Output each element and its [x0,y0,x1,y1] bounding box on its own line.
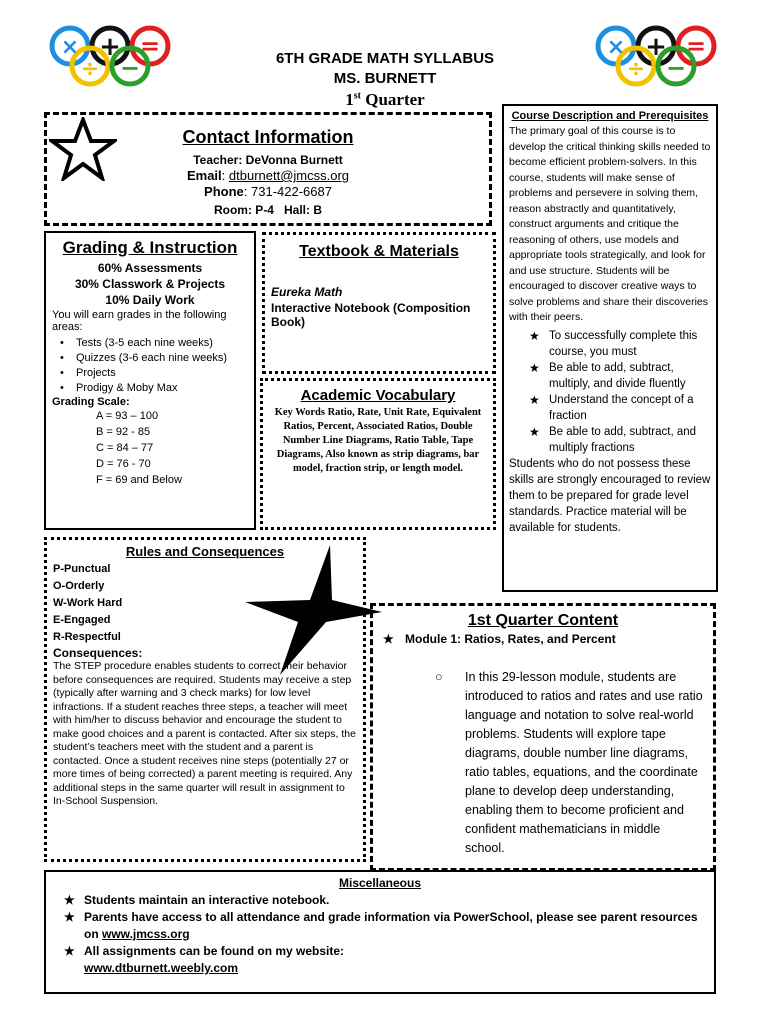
star-icon [240,540,390,680]
misc-item-text: All assignments can be found on my website: [84,944,345,958]
rule-item: O-Orderly [53,580,105,592]
grading-intro: You will earn grades in the following areas: [52,309,227,333]
course-description: The primary goal of this course is to develop the critical thinking skills needed to become efficient problem-solvers. In this course, students will make sense of problems and persevere in solving them, reason abstractly and quantitatively, construct arguments and critique the reasoning of others, use models and appropriate tools strategically, and look for and use structure. Students will be encouraged to discover creative ways to solve problems and share their discoveries with their peers. [509,125,711,323]
textbook-book: Eureka Math [271,285,343,299]
phone-line: Phone: 731-422-6687 [204,184,332,199]
math-rings-logo-right [594,22,720,92]
teacher-name: Teacher: DeVonna Burnett [193,153,343,167]
textbook-box [262,232,496,374]
misc-item-text: Parents have access to all attendance and grade information via PowerSchool, please see parent resources on [84,910,698,941]
teacher-heading: MS. BURNETT [333,70,437,87]
misc-title: Miscellaneous [338,876,422,890]
math-rings-logo-left [48,22,174,92]
vocab-title: Academic Vocabulary [300,387,456,404]
misc-item-text: Students maintain an interactive notebook. [84,893,330,907]
svg-text:+: + [99,32,121,62]
svg-text:=: = [139,32,161,60]
email-link[interactable]: dtburnett@jmcss.org [228,168,350,183]
quarter-content-box [370,603,716,871]
scale-b: B = 92 - 85 [96,426,151,438]
scale-a: A = 93 – 100 [96,410,159,422]
svg-text:+: + [645,32,667,62]
textbook-notebook: Interactive Notebook (Composition Book) [271,301,471,329]
module-title: Module 1: Ratios, Rates, and Percent [405,632,616,646]
scale-f: F = 69 and Below [96,474,182,486]
weight-assessments: 60% Assessments [97,261,203,275]
quarter-heading: 1st Quarter [345,90,425,109]
district-link[interactable]: www.jmcss.org [102,927,190,941]
course-box [502,104,718,592]
contact-title: Contact Information [182,127,354,147]
list-item [62,892,704,909]
email-label: Email [186,168,222,183]
course-title: Course Description and Prerequisites [511,110,709,122]
list-item [62,909,704,943]
svg-text:÷: ÷ [80,57,100,82]
website-link[interactable]: www.dtburnett.weebly.com [84,961,239,975]
list-item [62,943,704,977]
svg-text:−: − [119,54,141,82]
svg-text:×: × [60,35,80,60]
svg-text:×: × [606,35,626,60]
course-closing: Students who do not possess these skills are strongly encouraged to review them to be prepared for grade level standards. Practice material will be available for students. [509,457,711,534]
phone-value: 731-422-6687 [251,184,332,199]
module-line [383,632,703,646]
rule-item: R-Respectful [53,631,121,643]
list-item: • Prodigy & Moby Max [52,381,248,396]
grading-title: Grading & Instruction [62,238,238,257]
misc-box [44,870,716,994]
list-item: ★ Be able to add, subtract, and multiply fractions [527,424,711,456]
list-item: ★ Be able to add, subtract, multiply, and divide fluently [527,360,711,392]
list-item: • Projects [52,366,248,381]
prereq-list [509,328,711,456]
consequences-title: Consequences: [53,646,143,660]
weight-classwork: 30% Classwork & Projects [74,277,226,291]
star-bullet-icon: ★ [383,632,394,646]
scale-c: C = 84 – 77 [96,442,154,454]
contact-box [44,112,492,226]
vocab-text: Key Words Ratio, Rate, Unit Rate, Equivalent Ratios, Percent, Associated Ratios, Double Number Line Diagrams, Ratio Table, Tape Diagrams, Also known as strip diagrams, bar model, fraction strip, or length model. [274,407,482,474]
syllabus-title: 6TH GRADE MATH SYLLABUS [275,50,495,67]
module-description [383,668,703,858]
quarter-title: 1st Quarter Content [467,612,619,629]
rule-item: P-Punctual [53,563,111,575]
rule-item: W-Work Hard [53,597,123,609]
svg-text:÷: ÷ [626,57,646,82]
list-item: ★ To successfully complete this course, you must [527,328,711,360]
circle-bullet-icon: ○ [435,670,443,684]
grading-box [44,231,256,530]
rules-title: Rules and Consequences [125,544,285,559]
grading-scale-title: Grading Scale: [52,396,130,408]
vocab-box [260,378,496,530]
phone-label: Phone [204,184,244,199]
consequences-text: The STEP procedure enables students to correct their behavior before consequences are required. Students may receive a step (typically after warning and 3 check marks) for low level infractions. If a student reaches three steps, a teacher will meet with him/her to discuss behavior and encourage the student to make good choices and a parent is contacted. After six steps, the student’s teachers meet with the student and a parent is contacted. Once a student receives nine steps (potentially 27 or more times of being corrected) a parent meeting is required. Any additional steps in the same quarter will result in assignment to In-School Suspension. [53,660,356,807]
list-item: • Tests (3-5 each nine weeks) [52,336,248,351]
email-line: Email: dtburnett@jmcss.org [186,168,350,183]
module-text: In this 29-lesson module, students are introduced to ratios and rates and use ratio language and notation to solve real-world problems. Students will explore tape diagrams, double number line diagrams, ratio tables, equations, and the coordinate plane to develop deep understanding, enabling them to become proficient and confident mathematicians in middle school. [465,670,703,855]
scale-d: D = 76 - 70 [96,458,151,470]
svg-text:=: = [685,32,707,60]
grading-areas [52,336,248,396]
list-item: ★ Understand the concept of a fraction [527,392,711,424]
weight-daily-work: 10% Daily Work [105,293,195,307]
misc-list [56,892,704,977]
grading-scale [52,408,248,488]
textbook-title: Textbook & Materials [299,243,459,260]
svg-text:−: − [665,54,687,82]
rule-item: E-Engaged [53,614,111,626]
room-line: Room: P-4 Hall: B [213,203,322,217]
list-item: • Quizzes (3-6 each nine weeks) [52,351,248,366]
